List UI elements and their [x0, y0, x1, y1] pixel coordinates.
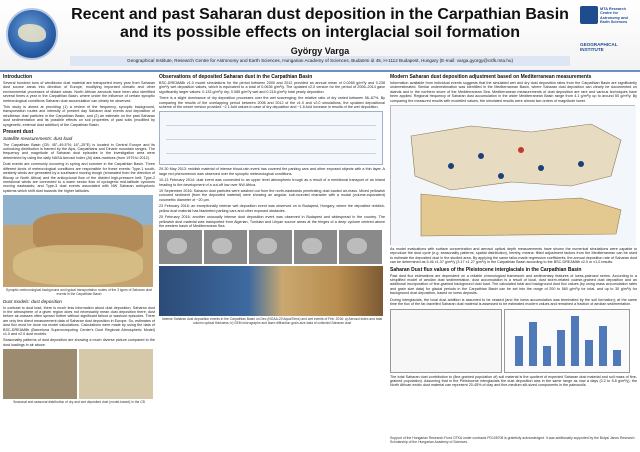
- event-2016-sep: 19 September 2016: Saharan dust particles were washed out from the north-eastwards penetrating dust loaded air-mass. Mixed yellowish coloured sediment (from the deposited material) were showing an angular, sub-rounded character with a modal (volume-equivalent) volumetric diameter of ~20 µm.: [159, 189, 385, 202]
- section-modern-deposition: Modern Saharan dust deposition adjustment based on Mediterranean measurements: [390, 74, 592, 80]
- models-text-2: Seasonality patterns of dust deposition are showing a much diverse picture compared to the dust loadings in air above.: [3, 338, 155, 347]
- sem-image: [249, 230, 292, 264]
- column-middle: [159, 74, 385, 448]
- pleistocene-figures: [390, 309, 637, 373]
- synoptic-map-caption: Synoptic meteorological background and typical transportation routes of the 3 types of Saharan dust events in the Carpathian Basin: [6, 288, 152, 297]
- mta-logo: [578, 6, 636, 64]
- section-observations: Observations of deposited Saharan dust in the Carpathian Basin: [159, 74, 313, 80]
- pleistocene-text-3: The total Saharan dust contribution to (fine-grained population of) soil material is the quotient of expected Saharan dust material and soil mass of fine-grained population). Assuming that in the Pleistocene interglacials the dust deposition was in the same range as now a days (3.2 to 5.8 g/m²/y), the North African exotic dust material can represent 20-45% of clay and fine-medium silt-sized components in the paleosoils.: [390, 374, 637, 388]
- section-introduction: Introduction: [3, 74, 33, 80]
- column-left: [3, 74, 155, 448]
- event-2016-feb-25: 25 February 2016: another unusually intense dust deposition event was observed in Budapest and widespread in the country. The yellowish dust material was transported from Algerian, Tunisian and Libyan source areas at the fringes of a deep cyclone centred above the western basin of Mediterranean Sea.: [159, 215, 385, 228]
- models-text: In contrast to dust load, there is much less information about dust deposition. Saharan dust in the atmosphere of a given region does not necessarily mean dust deposition there; dust before air-masses often spread further without significant fallout or washout episodes. There are only few direct measurement data of Saharan dust deposition in Europe. So, estimates of dust flux must be done via model calculations. Calculations were made by using the data of BSC-DREAM8b (Barcelona Supercomputing Center's Dust Regional Atmospheric Model) v1.0 and v2.0 dust models.: [3, 305, 155, 336]
- modern-text-2: As model evaluations with surface concentration and aerosol optical depth measurements have shown the numerical simulations were capable to reproduce the dust cycle (e.g. seasonality patterns, spatial distribution), hereby, means: fitted adjustment factors from the Mediterranean can be used to estimate the deposited dust in the studied area. By applying the same tailor-made regression coefficients, the annual deposition rate of Saharan dust can be determined as 5.46 ±1.37 g/m²/y (3.17 ±1.27 g/m²/y in the Carpathian Basin according to the BSC-DREAM8b v2.0 or v1.0 results.: [390, 247, 637, 265]
- column-right: [390, 74, 637, 448]
- subsection-satellite: Satellite measurements: dust load: [3, 136, 73, 142]
- synoptic-map-image: [3, 195, 153, 287]
- wet-deposition-map: [79, 349, 153, 399]
- pleistocene-text: Past dust flux estimations are dependent on a reliable chronological framework and sedimentary features of loess-paleosol series. According to a simplified model of aeolian dust sedimentation, dust accumulation is a result of local, dust storm-related coarse-grained dust deposition and an additional incorporation of fine-grained background dust load. The calculated total and background dust flux values (by using mass accumulation rates and grain size data) for glacial periods in the Carpathian Basin can be set into the range of 200 to 560 g/m²/y for total, and up to 30 g/m²/y for background dust deposition, based on loess deposits.: [390, 273, 637, 296]
- section-present-dust: Present dust: [3, 129, 34, 136]
- mta-mark-icon: [580, 6, 598, 24]
- deposition-maps-caption: Seasonal and seasonal distribution of dry and wet deposited dust (model-based) in the CB: [13, 400, 145, 405]
- mta-logo-text: MTA Research Centre for Astronomy and Earth Sciences: [600, 7, 628, 25]
- satellite-aerosol-image: [159, 266, 383, 316]
- dry-deposition-map: [3, 349, 77, 399]
- mediterranean-map-svg: [391, 106, 636, 246]
- intro-text-2: This study is aimed at providing (1) a review of the frequency, synoptic background, transportation routes and intensity of present day Saharan dust events and deposition of windblown dust particles in the Carpathian Basin; and (2) an estimate on the past Saharan dust sedimentation and its possible effects on soil properties of past soils (modified by syngenetic, external dust addition) of the Carpathian Basin.: [3, 105, 155, 127]
- geo-institute-text: GEOGRAPHICAL INSTITUTE: [580, 42, 618, 53]
- event-2016-feb-23: 23 February 2016: an exceptionally intense wet deposition event was observed on in Budapest, Hungary, where the deposited reddish-yellow dust material has blanketed parking cars and other exposed obstacles.: [159, 204, 385, 213]
- flux-table-image: [390, 309, 502, 373]
- modern-text: Information available from individual events suggests that the simulated wet and dry dust deposition rates from the Carpathian Basin are significantly underestimated. Similar underestimation was identified in the Mediterranean Basin, where Saharan dust deposition can clearly be documented on islands and in the northern shore of the Mediterranean Sea. Mediterranean measurements of dust deposition are rare and various techniques have been applied. Regional frequency of Saharan dust accumulation in the wider Mediterranean Basin range from 4.1 g/m²/y up to around 50 g/m²/y. By comparing the measured results with modelled values, the simulated results were almost two orders of magnitude lower.: [390, 81, 637, 103]
- sem-image: [204, 230, 247, 264]
- observations-text: BSC-DREAM8b v1.0 model simulations for the period between 2000 and 2012 provided an annual mean of 0.0265 g/m²/y and 0.238 g/m²/y wet deposition values, which is equivalent to a total of 0.0636 g/m²/y. The updated v2.0 version for the period of 2006–2014 gave significantly larger values: 0.133 g/m²/y dry; 0.085 g/m²/y wet and 0.218 g/m²/y total yearly deposition.: [159, 81, 385, 94]
- pleistocene-text-2: During interglacials, the local dust addition is assumed to be ceased (and the loess accumulation was terminated by the soil formation); at the same time the flux of the far-travelled Saharan dust material is assessed to be estimated modern values and remained a fraction of aeolian sedimentation.: [390, 297, 637, 307]
- affiliation: Geographical Institute, Research Centre for Astronomy and Earth Sciences, Hungarian Academy of Sciences, Budaörsi út 45, H-1112 Budapest, Hungary (E-mail: varga.gyorgy@csfk.mta.hu): [127, 58, 513, 63]
- acknowledgement: Support of the Hungarian Research Fund OTKA under contracts PD108708 is gratefully acknowledged. It was additionally supported by the Bolyai Janos Research Scholarship of the Hungarian Academy of Sciences.: [390, 436, 635, 444]
- event-2013-may: 29-30 May 2013: reddish material of intense blood-rain event has covered the parking cars and other exposed objects with a thin layer. A large red phenomenon was observed over the synoptic meteorological conditions.: [159, 167, 385, 176]
- author-name: György Varga: [290, 46, 350, 56]
- sem-image: [159, 230, 202, 264]
- sem-micrographs: [159, 230, 383, 264]
- satellite-text-2: Dust events are commonly occurring in spring and summer in the Carpathian Basin. Three different kinds of meteorological conditions are responsible for these events: Type-1 south-westerly winds are generated by a southward moving trough (emanated from the direction of Biscay or North Africa) and the anticyclonal flow of the divided high-pressure belt; Type-2 meridional winds are connected to a warm sector flow of cyclogenic mid-latitude cyclones moving eastwards; and Type-3 dust events associated with NW Saharan anticyclonic systems which shift dust towards the higher latitudes.: [3, 162, 155, 193]
- section-pleistocene: Saharan Dust flux values of the Pleistocene interglacials in the Carpathian Basin: [390, 266, 582, 273]
- mediterranean-deposition-map: [390, 105, 635, 245]
- poster-header: [0, 0, 640, 72]
- sem-image: [339, 230, 382, 264]
- event-2014-feb: 10-13 February 2014: dust event was connected to an upper level atmospheric trough as a result of a meridional transport of an inland heading to the development of a cut-off low over NW Africa.: [159, 178, 385, 187]
- satellite-caption: Intense Saharan dust deposition events in the Carpathian Basin on Dec (NOAA-20 Aqua/Terra) and wet events of Feb. 2016: a) Aerosol index and total column optical thickness; b) SEM micrographs and laser-diffraction grain-size data of collected Saharan dust: [161, 317, 383, 326]
- satellite-text: The Carpathian Basin (CB: 45°–49.5°N; 16°–25°E) is located in Central Europe and its outlooking distribution is framed by the Alps, Carpathians and Dinaric mountain ranges. The frequency and magnitude of Saharan dust episodes in the investigation area were determined by using the daily NASA Aerosol Index (AI) data-matrices (from 1979 to 2012).: [3, 142, 155, 160]
- flux-bar-chart-image: [504, 309, 630, 373]
- earth-globe-logo: [6, 8, 58, 60]
- observations-text-2: There is a slight dominance of dry deposition processes over the wet scavenging; the relative ratio of dry varied between 56–67%. By comparing the results of the overlapping period between 2006 and 2012 of the v1.0 and v2.0 simulations, the updated depositional scheme of the newer version provided ~2.1-fold values in case of dry deposition and ~1.6-fold increase in results of the wet deposition.: [159, 96, 385, 110]
- subsection-dust-models: Dust models: dust deposition: [3, 298, 62, 304]
- deposition-maps: [3, 349, 155, 399]
- sem-image: [294, 230, 337, 264]
- poster-title: Recent and past Saharan dust deposition in the Carpathian Basin and its possible effects on interglacial soil formation: [71, 6, 569, 41]
- deposition-photos-panel: [159, 111, 383, 165]
- intro-text: Several hundred tons of windblown dust material are transported every year from Saharan dust source areas into direction of Europe, modifying important climatic and other environmental processes of distant areas. North African aerosols have been also identified several times a year in the Carpathian Basin, where under the influence of certain synoptic meteorological conditions Saharan dust accumulation can clearly be observed.: [3, 81, 155, 103]
